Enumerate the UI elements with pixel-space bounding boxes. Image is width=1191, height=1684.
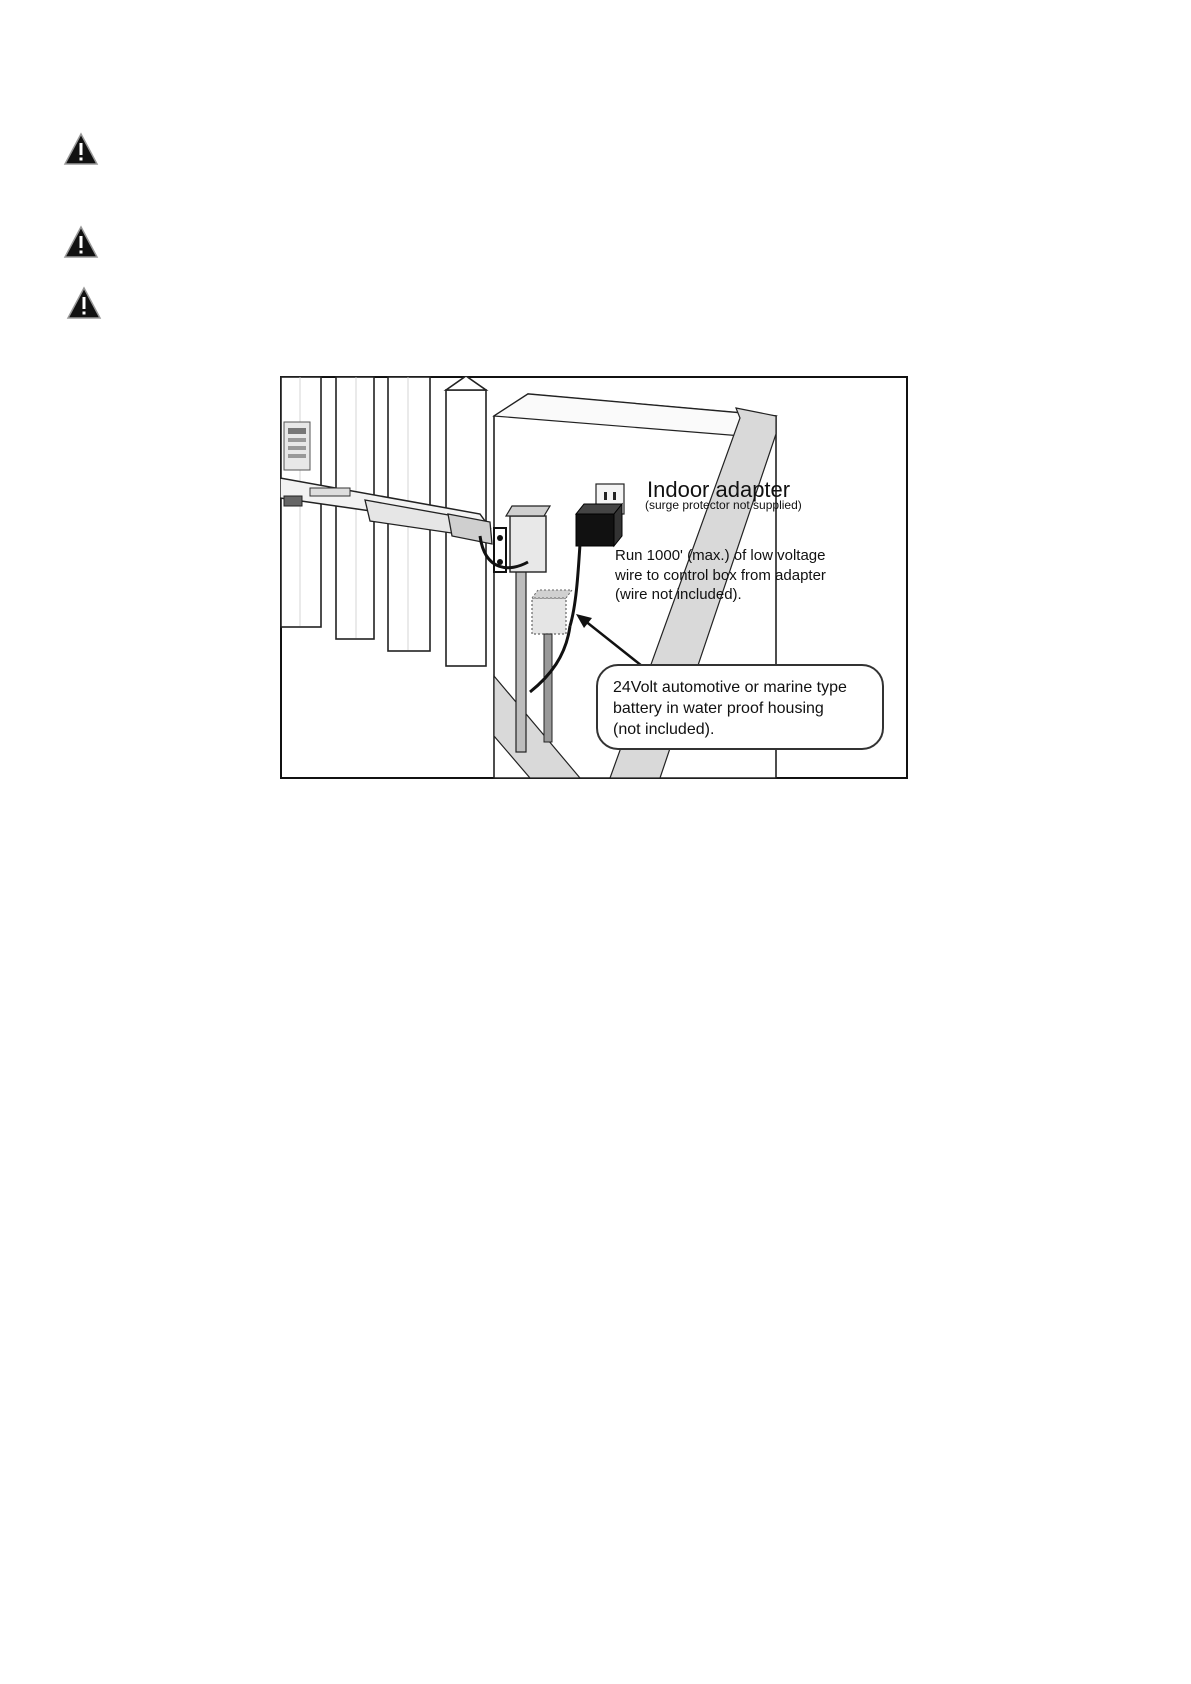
battery-callout: [596, 664, 884, 750]
adapter-note: (surge protector not supplied): [645, 498, 802, 512]
battery-callout-line: 24Volt automotive or marine type: [613, 679, 847, 696]
run-wire-line: Run 1000' (max.) of low voltage: [615, 547, 826, 564]
battery-callout-line: (not included).: [613, 721, 715, 738]
fence-sticker: [284, 422, 310, 470]
run-wire-line: (wire not included).: [615, 586, 742, 603]
warning-icon: [63, 132, 99, 166]
warning-icon: [63, 225, 99, 259]
warning-icon: [66, 286, 102, 320]
run-wire-line: wire to control box from adapter: [615, 567, 826, 584]
adapter-title: Indoor adapter: [647, 477, 791, 502]
installation-diagram: [280, 376, 908, 779]
battery-callout-line: battery in water proof housing: [613, 700, 824, 717]
adapter-icon: [576, 504, 622, 546]
